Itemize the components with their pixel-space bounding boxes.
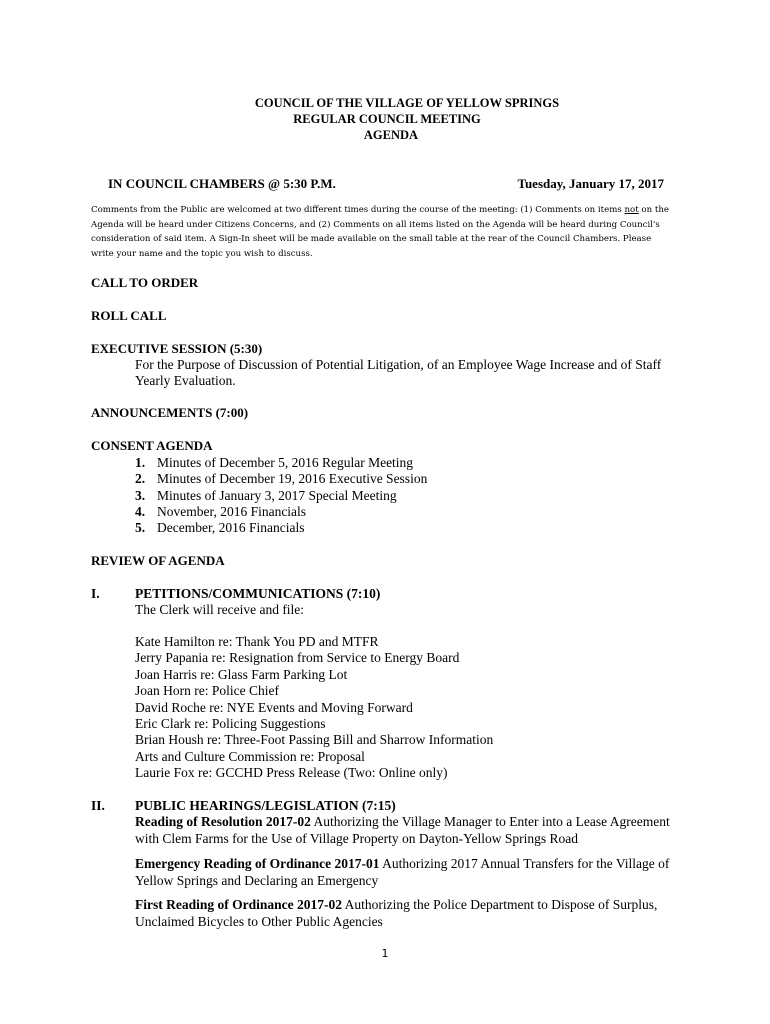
list-text: Minutes of December 5, 2016 Regular Meeting [157, 455, 414, 470]
meeting-location: IN COUNCIL CHAMBERS @ 5:30 P.M. [108, 176, 336, 191]
list-item [135, 471, 427, 487]
list-item: Jerry Papania re: Resignation from Service to Energy Board [135, 650, 460, 666]
list-item: David Roche re: NYE Events and Moving Forward [135, 699, 413, 715]
legislation-label: Reading of Resolution 2017-02 [135, 814, 311, 829]
list-item: Joan Horn re: Police Chief [135, 683, 279, 699]
legislation-text: Authorizing the Police Department to Dispose of Surplus, Unclaimed Bicycles to Other Public Agencies [135, 897, 658, 929]
header-title: COUNCIL OF THE VILLAGE OF YELLOW SPRINGS [254, 96, 560, 110]
announcements-heading: ANNOUNCEMENTS (7:00) [91, 405, 249, 420]
legislation-text: Authorizing 2017 Annual Transfers for the Village of Yellow Springs and Declaring an Emergency [135, 856, 670, 888]
document-header [0, 95, 770, 143]
notice-emphasis: not [624, 205, 639, 215]
legislation-label: Emergency Reading of Ordinance 2017-01 [135, 856, 380, 871]
meeting-meta [108, 176, 664, 192]
executive-session-detail: For the Purpose of Discussion of Potential Litigation, of an Employee Wage Increase and of Staff Yearly Evaluation. [135, 357, 662, 388]
list-item: Arts and Culture Commission re: Proposal [135, 748, 365, 764]
review-of-agenda-heading: REVIEW OF AGENDA [91, 553, 225, 568]
petitions-list [135, 634, 493, 782]
call-to-order-heading: CALL TO ORDER [91, 275, 199, 290]
notice-part1: Comments from the Public are welcomed at two different times during the course of the meeting: (1) Comments on items [91, 205, 625, 215]
legislation-label: First Reading of Ordinance 2017-02 [135, 897, 342, 912]
list-item [135, 488, 427, 504]
list-text: November, 2016 Financials [157, 503, 307, 519]
header-subtitle: REGULAR COUNCIL MEETING [293, 112, 481, 126]
legislation-item [135, 813, 680, 847]
consent-agenda-heading: CONSENT AGENDA [91, 438, 213, 453]
consent-agenda-list [135, 455, 427, 536]
petitions-numeral: I. [91, 586, 100, 601]
list-item [135, 504, 427, 520]
petitions-intro: The Clerk will receive and file: [135, 602, 305, 617]
roll-call-heading: ROLL CALL [91, 308, 167, 323]
page-number: 1 [381, 947, 389, 960]
list-text: Minutes of December 19, 2016 Executive Session [157, 471, 428, 487]
legislation-item [135, 855, 680, 889]
hearings-numeral: II. [91, 798, 105, 813]
hearings-heading: PUBLIC HEARINGS/LEGISLATION (7:15) [135, 798, 396, 813]
list-number: 2. [135, 471, 146, 487]
list-number: 3. [135, 487, 146, 503]
list-item: Laurie Fox re: GCCHD Press Release (Two: Online only) [135, 765, 448, 781]
list-number: 1. [135, 455, 146, 470]
executive-session-heading: EXECUTIVE SESSION (5:30) [91, 341, 263, 356]
petitions-heading: PETITIONS/COMMUNICATIONS (7:10) [135, 586, 381, 601]
list-number: 5. [135, 520, 146, 536]
legislation-text: Authorizing the Village Manager to Enter into a Lease Agreement with Clem Farms for the Use of Village Property on Dayton-Yellow Springs Road [135, 814, 670, 846]
legislation-item [135, 896, 680, 930]
list-item [135, 520, 427, 536]
notice-part2: on the Agenda will be heard under Citizens Concerns, and (2) Comments on all items listed on the Agenda will be heard during Council's consideration of said item. A Sign-In sheet will be made available on the small table at the rear of the Council Chambers. Please write your name and the topic you wish to discuss. [91, 205, 669, 259]
list-text: December, 2016 Financials [157, 520, 305, 536]
list-item: Brian Housh re: Three-Foot Passing Bill and Sharrow Information [135, 732, 494, 748]
header-agenda: AGENDA [363, 128, 419, 142]
list-number: 4. [135, 503, 146, 519]
list-item: Eric Clark re: Policing Suggestions [135, 715, 326, 731]
list-item: Joan Harris re: Glass Farm Parking Lot [135, 666, 348, 682]
list-item [135, 455, 427, 471]
list-item: Kate Hamilton re: Thank You PD and MTFR [135, 634, 379, 649]
meeting-date: Tuesday, January 17, 2017 [517, 176, 664, 191]
public-comment-notice [91, 203, 671, 261]
list-text: Minutes of January 3, 2017 Special Meeting [157, 487, 397, 503]
